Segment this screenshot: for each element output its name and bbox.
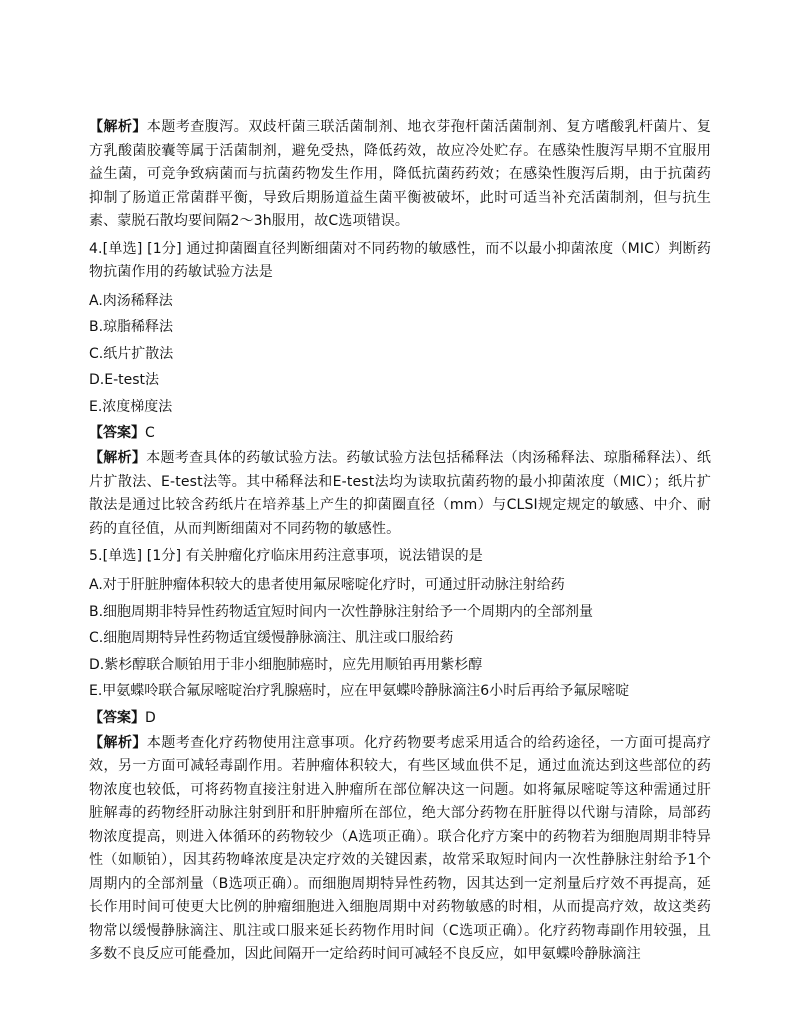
q5-option-a: A.对于肝脏肿瘤体积较大的患者使用氟尿嘧啶化疗时，可通过肝动脉注射给药 bbox=[89, 577, 565, 593]
q5-option-c: C.细胞周期特异性药物适宜缓慢静脉滴注、肌注或口服给药 bbox=[89, 630, 454, 646]
q4-option-e: E.浓度梯度法 bbox=[89, 398, 173, 415]
analysis-tag: 【解析】 bbox=[89, 734, 147, 751]
analysis-text: 本题考查腹泻。双歧杆菌三联活菌制剂、地衣芽孢杆菌活菌制剂、复方嗜酸乳杆菌片、复方乳酸菌胶囊等属于活菌制剂，避免受热，降低药效，故应冷处贮存。在感染性腹泻早期不宜服用益生菌，可竞争致病菌而与抗菌药物发生作用，降低抗菌药药效；在感染性腹泻后期，由于抗菌药抑制了肠道正常菌群平衡，导致后期肠道益生菌平衡被破坏，此时可适当补充活菌制剂，但与抗生素、蒙脱石散均要间隔2～3h服用，故C选项错误。 bbox=[89, 119, 711, 229]
analysis-text: 本题考查化疗药物使用注意事项。化疗药物要考虑采用适合的给药途径，一方面可提高疗效，另一方面可减轻毒副作用。若肿瘤体积较大，有些区域血供不足，通过血流达到这些部位的药物浓度也较低，可将药物直接注射进入肿瘤所在部位解决这一问题。如将氟尿嘧啶等这种需通过肝脏解毒的药物经肝动脉注射到肝和肝肿瘤所在部位，绝大部分药物在肝脏得以代谢与清除，局部药物浓度提高，则进入体循环的药物较少（A选项正确）。联合化疗方案中的药物若为细胞周期非特异性（如顺铂），因其药物峰浓度是决定疗效的关键因素，故常采取短时间内一次性静脉注射给予1个周期内的全部剂量（B选项正确）。而细胞周期特异性药物，因其达到一定剂量后疗效不再提高，延长作用时间可使更大比例的肿瘤细胞进入细胞周期中对药物敏感的时相，从而提高疗效，故这类药物常以缓慢静脉滴注、肌注或口服来延长药物作用时间（C选项正确）。化疗药物毒副作用较强，且多数不良反应可能叠加，因此间隔开一定给药时间可减轻不良反应，如甲氨蝶呤静脉滴注 bbox=[89, 734, 711, 962]
q5-analysis bbox=[89, 732, 711, 967]
q3-analysis bbox=[89, 116, 711, 234]
analysis-tag: 【解析】 bbox=[89, 119, 147, 135]
document-page bbox=[89, 116, 711, 971]
answer-value: D bbox=[145, 709, 156, 726]
q4-option-a: A.肉汤稀释法 bbox=[89, 292, 173, 309]
q5-answer bbox=[89, 705, 711, 731]
answer-tag: 【答案】 bbox=[89, 709, 145, 726]
q4-option-c: C.纸片扩散法 bbox=[89, 345, 174, 362]
question-4-stem: 4.[单选] [1分] 通过抑菌圈直径判断细菌对不同药物的敏感性，而不以最小抑菌浓度（MIC）判断药物抗菌作用的药敏试验方法是 bbox=[89, 240, 711, 280]
answer-value: C bbox=[145, 425, 155, 441]
q4-answer bbox=[89, 420, 711, 446]
question-5-stem: 5.[单选] [1分] 有关肿瘤化疗临床用药注意事项，说法错误的是 bbox=[89, 548, 483, 564]
q4-analysis bbox=[89, 447, 711, 541]
q4-option-b: B.琼脂稀释法 bbox=[89, 319, 174, 335]
analysis-tag: 【解析】 bbox=[89, 450, 147, 466]
q4-option-d: D.E-test法 bbox=[89, 372, 160, 388]
q5-option-b: B.细胞周期非特异性药物适宜短时间内一次性静脉注射给予一个周期内的全部剂量 bbox=[89, 603, 594, 620]
q5-option-e: E.甲氨蝶呤联合氟尿嘧啶治疗乳腺癌时，应在甲氨蝶呤静脉滴注6小时后再给予氟尿嘧啶 bbox=[89, 683, 630, 699]
q5-option-d: D.紫杉醇联合顺铂用于非小细胞肺癌时，应先用顺铂再用紫杉醇 bbox=[89, 656, 483, 673]
analysis-text: 本题考查具体的药敏试验方法。药敏试验方法包括稀释法（肉汤稀释法、琼脂稀释法）、纸片扩散法、E-test法等。其中稀释法和E-test法均为读取抗菌药物的最小抑菌浓度（MIC）；纸片扩散法是通过比较含药纸片在培养基上产生的抑菌圈直径（mm）与CLSI规定规定的敏感、中介、耐药的直径值，从而判断细菌对不同药物的敏感性。 bbox=[89, 450, 711, 537]
answer-tag: 【答案】 bbox=[89, 425, 145, 441]
